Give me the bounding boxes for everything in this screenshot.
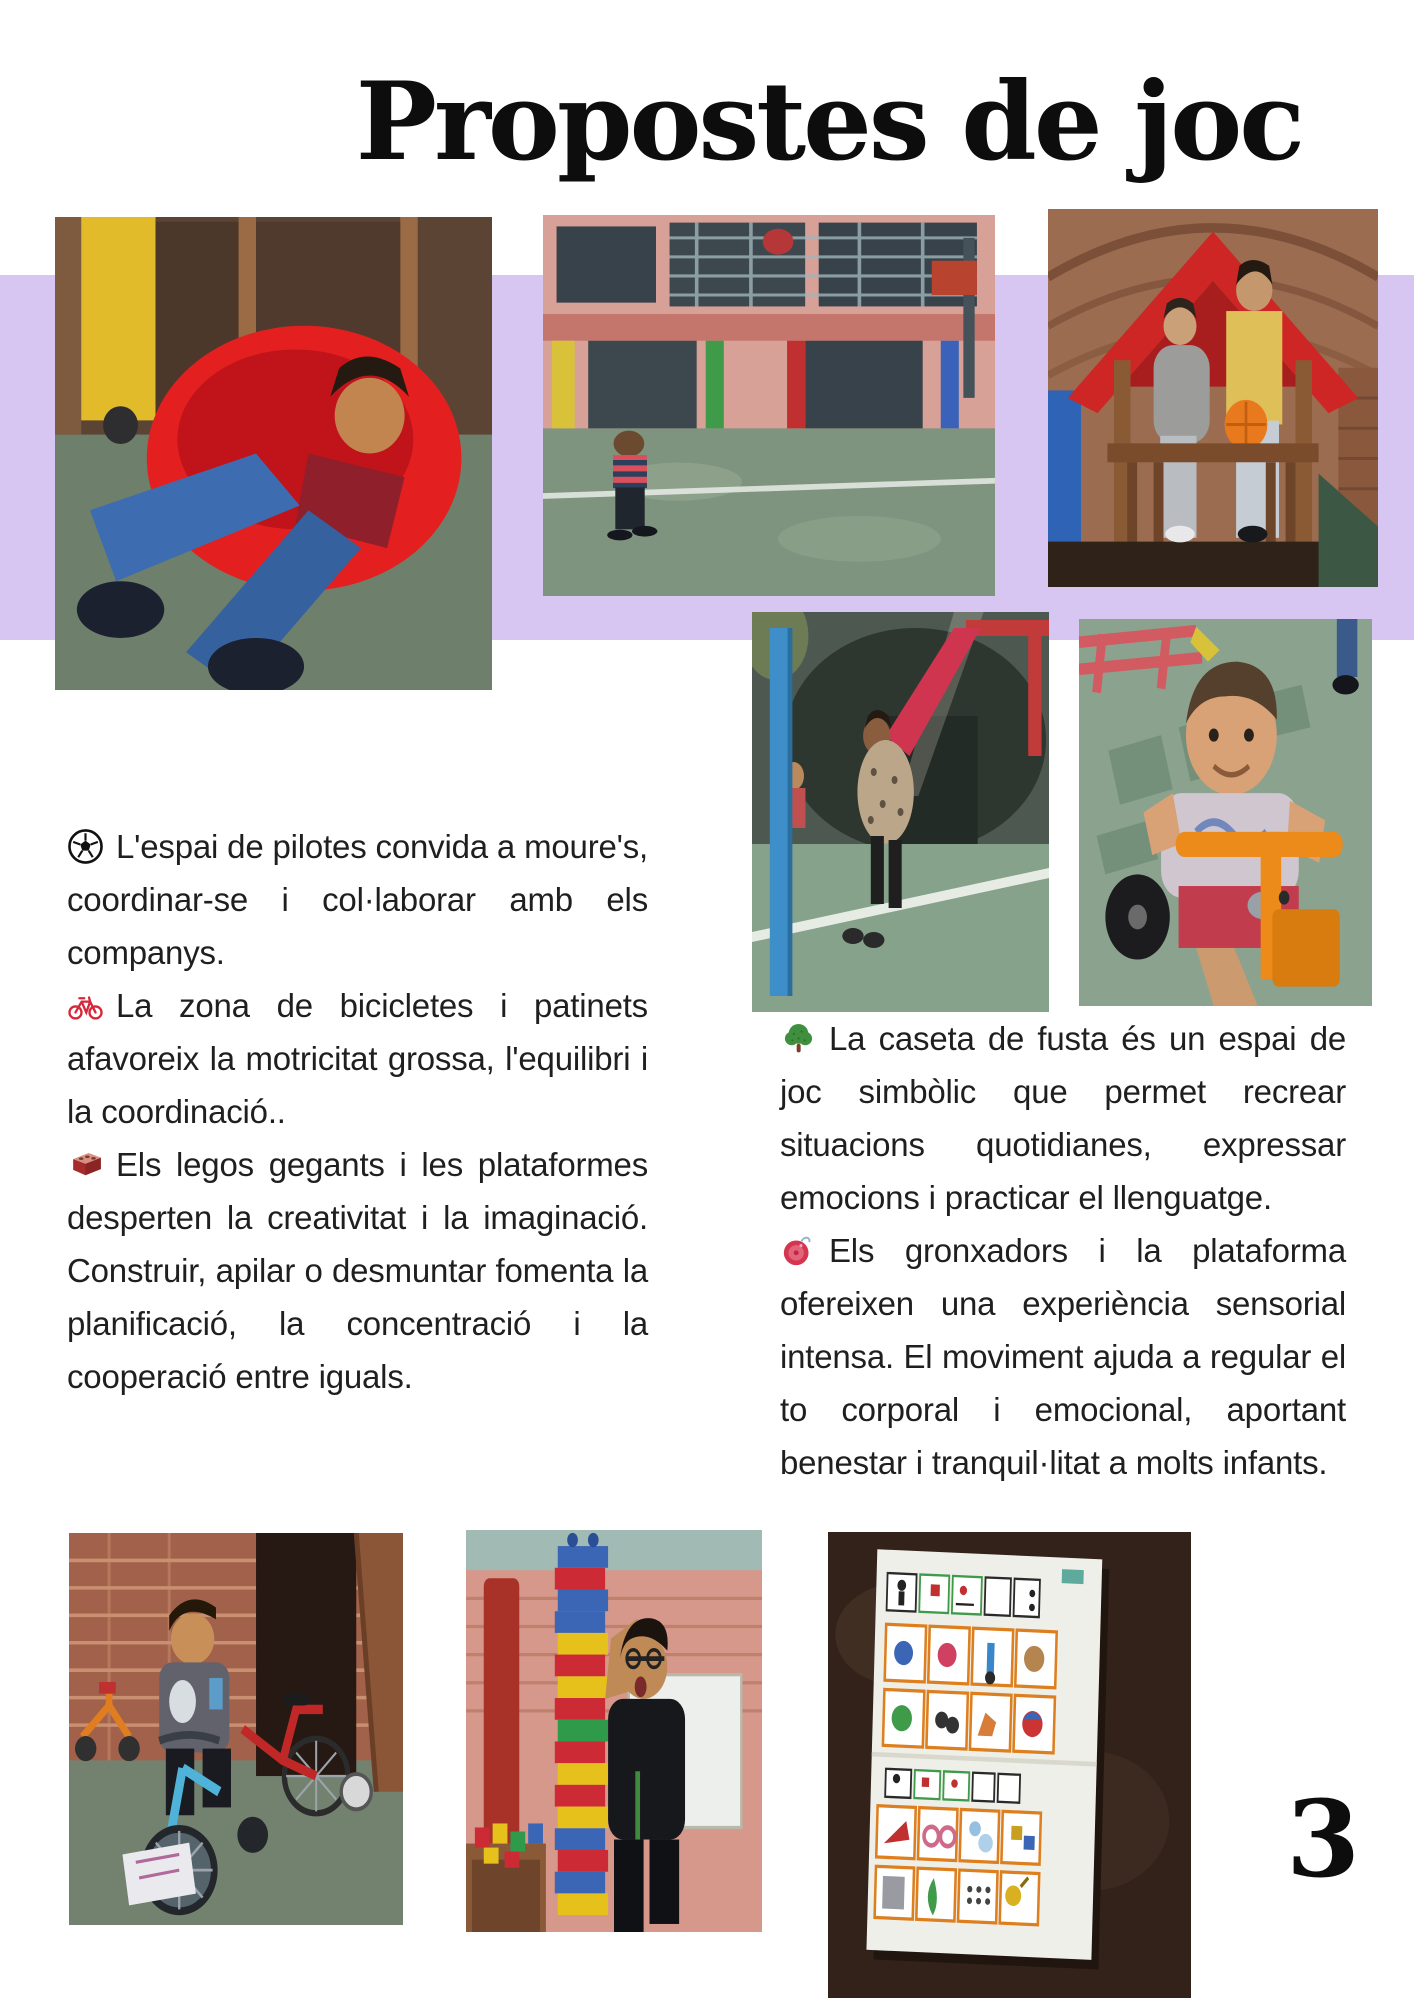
right-text-column <box>780 1012 1346 1489</box>
paragraph-text: Els legos gegants i les plataformes desperten la creativitat i la imaginació. Construir, apilar o desmuntar fomenta la planificació, la concentració i la cooperació entre iguals. <box>67 1146 648 1395</box>
paragraph-caseta <box>780 1012 1346 1224</box>
paragraph-text: Els gronxadors i la plataforma ofereixen una experiència sensorial intensa. El moviment ajuda a regular el to corporal i emocional, aportant benestar i tranquil·litat a molts infants. <box>780 1232 1346 1481</box>
paragraph-pilotes <box>67 820 648 979</box>
bicycle-icon <box>67 987 104 1024</box>
photo-giant-lego-tower <box>466 1530 762 1932</box>
paragraph-text: L'espai de pilotes convida a moure's, coordinar-se i col·laborar amb els companys. <box>67 828 648 971</box>
photo-pictogram-board <box>828 1532 1191 1998</box>
page-title: Propostes de joc <box>355 59 1302 185</box>
photo-orange-tricycle <box>1079 619 1372 1006</box>
brick-icon <box>67 1146 104 1183</box>
photo-blue-bike <box>69 1533 403 1925</box>
photo-schoolyard <box>543 215 995 596</box>
photo-wooden-playhouse <box>1048 209 1378 587</box>
paragraph-gronxadors <box>780 1224 1346 1489</box>
left-text-column <box>67 820 648 1403</box>
tree-icon <box>780 1020 817 1057</box>
photo-red-spinning-bowl <box>55 217 492 690</box>
paragraph-text: La zona de bicicletes i patinets afavoreix la motricitat grossa, l'equilibri i la coordinació.. <box>67 987 648 1130</box>
paragraph-bicicletes <box>67 979 648 1138</box>
photo-hammock-swing <box>752 612 1049 1012</box>
yo-yo-icon <box>780 1232 817 1269</box>
paragraph-text: La caseta de fusta és un espai de joc simbòlic que permet recrear situacions quotidianes, expressar emocions i practicar el llenguatge. <box>780 1020 1346 1216</box>
paragraph-legos <box>67 1138 648 1403</box>
page-number: 3 <box>1286 1776 1360 1901</box>
soccer-ball-icon <box>67 828 104 865</box>
